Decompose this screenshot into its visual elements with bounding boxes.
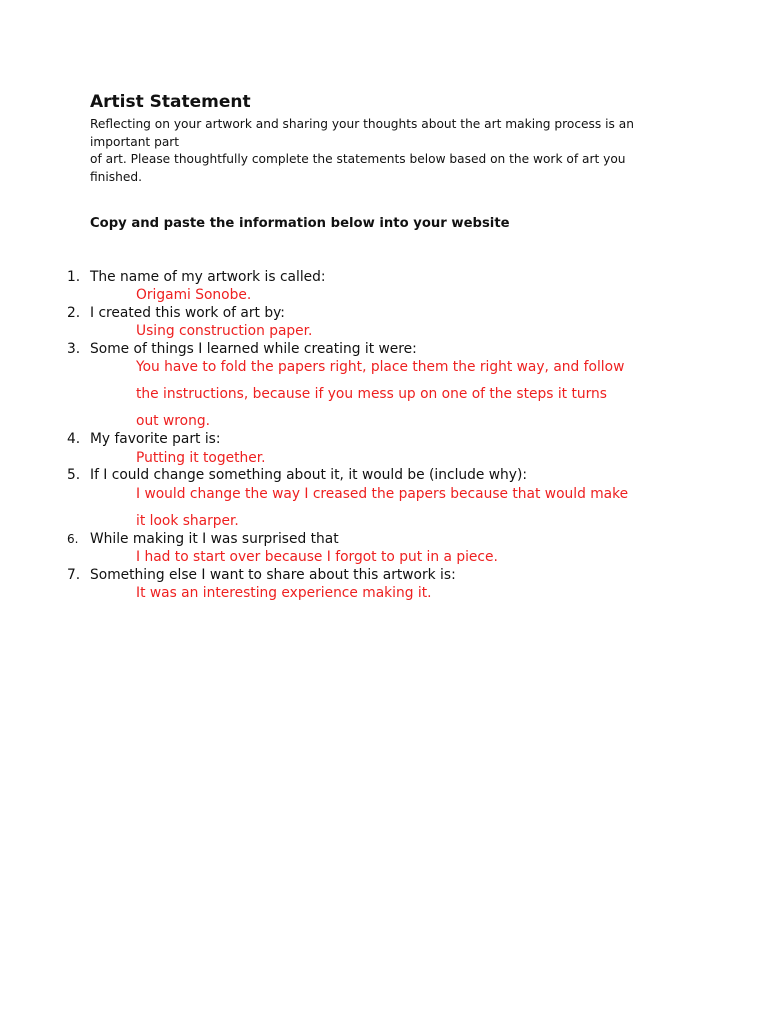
item-number: 5. [67,467,81,483]
item-prompt: While making it I was surprised that [90,531,339,547]
item-number: 2. [67,305,81,321]
item-number: 7. [67,567,81,583]
item-number: 1. [67,269,81,285]
answer-line: Using construction paper. [136,323,313,339]
intro-paragraph [90,116,670,186]
item-number: 3. [67,341,81,357]
answer-line: It was an interesting experience making it. [136,585,432,601]
item-prompt: The name of my artwork is called: [90,269,326,285]
item-answer [136,354,624,435]
item-number: 6. [67,532,79,546]
item-answer [136,449,266,467]
page-title: Artist Statement [90,92,251,112]
answer-line: Origami Sonobe. [136,287,252,303]
section-heading: Copy and paste the information below into your website [90,216,510,231]
item-prompt: Something else I want to share about this artwork is: [90,567,456,583]
answer-line: I had to start over because I forgot to put in a piece. [136,549,498,565]
item-prompt: Some of things I learned while creating it were: [90,341,417,357]
item-answer [136,548,498,566]
intro-line: Reflecting on your artwork and sharing your thoughts about the art making process is an important part [90,117,634,149]
item-number: 4. [67,431,81,447]
item-prompt: If I could change something about it, it would be (include why): [90,467,528,483]
answer-line: Putting it together. [136,450,266,466]
item-answer [136,286,251,304]
item-answer [136,322,312,340]
answer-line: You have to fold the papers right, place them the right way, and follow [136,359,625,375]
answer-line: out wrong. [136,413,210,429]
item-answer [136,481,628,535]
item-answer [136,584,432,602]
intro-line: of art. Please thoughtfully complete the statements below based on the work of art you finished. [90,152,626,184]
answer-line: it look sharper. [136,513,239,529]
answer-line: I would change the way I creased the papers because that would make [136,486,629,502]
item-prompt: My favorite part is: [90,431,221,447]
item-prompt: I created this work of art by: [90,305,285,321]
answer-line: the instructions, because if you mess up on one of the steps it turns [136,386,607,402]
